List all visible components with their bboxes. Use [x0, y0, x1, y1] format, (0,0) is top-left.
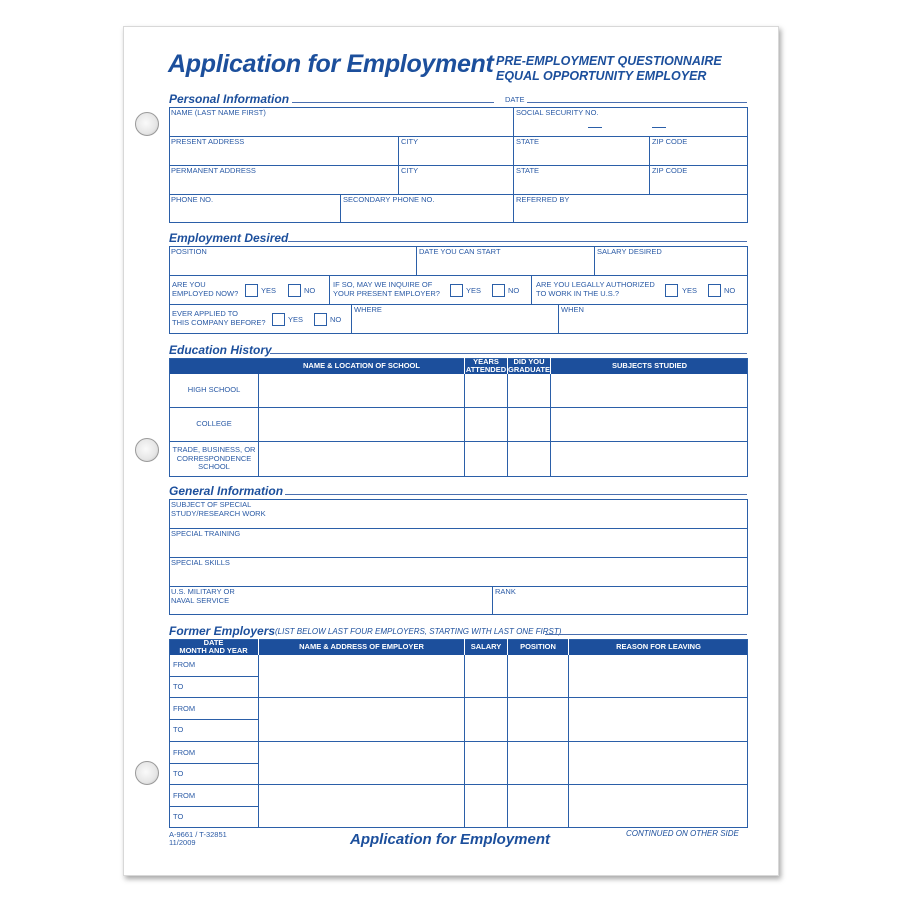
- row-divider: [169, 806, 258, 807]
- date-field[interactable]: [527, 102, 747, 103]
- row-divider: [169, 784, 748, 785]
- col-divider: [329, 275, 330, 304]
- code-line: 11/2009: [169, 838, 196, 847]
- row-divider: [169, 194, 748, 195]
- section-heading-employment: Employment Desired: [169, 231, 289, 245]
- header-line: DATE: [203, 638, 224, 647]
- col-school-header: NAME & LOCATION OF SCHOOL: [303, 361, 420, 370]
- col-divider: [594, 246, 595, 275]
- no-label: NO: [330, 315, 342, 324]
- col-divider: [649, 136, 650, 194]
- header-line: YEARS: [473, 357, 499, 366]
- employed-yes-checkbox[interactable]: [245, 284, 258, 297]
- section-heading-general: General Information: [169, 484, 284, 498]
- inquire-label: [333, 281, 440, 298]
- when-field[interactable]: WHEN: [561, 305, 584, 314]
- label-line: IF SO, MAY WE INQUIRE OF: [333, 280, 433, 289]
- label-line: EMPLOYED NOW?: [172, 288, 239, 298]
- col-divider: [398, 136, 399, 194]
- col-divider: [507, 639, 508, 655]
- col-divider: [351, 304, 352, 334]
- row-divider: [169, 557, 748, 558]
- form-code: [169, 831, 227, 847]
- row-divider: [169, 304, 748, 305]
- label-line: TRADE, BUSINESS, OR: [172, 445, 256, 454]
- form-title: Application for Employment: [168, 50, 494, 78]
- label-line: SCHOOL: [198, 462, 230, 471]
- continued-note: CONTINUED ON OTHER SIDE: [626, 829, 739, 838]
- binder-hole: [135, 112, 159, 136]
- label-line: EVER APPLIED TO: [172, 309, 239, 318]
- binder-hole: [135, 761, 159, 785]
- authorized-no-checkbox[interactable]: [708, 284, 721, 297]
- no-label: NO: [724, 286, 736, 295]
- ssn-dash: [588, 127, 602, 128]
- from-field[interactable]: FROM: [173, 704, 196, 713]
- header-line: MONTH AND YEAR: [179, 646, 248, 655]
- from-field[interactable]: FROM: [173, 748, 196, 757]
- row-divider: [169, 763, 258, 764]
- yes-label: YES: [261, 286, 277, 295]
- col-subjects-header: SUBJECTS STUDIED: [611, 361, 687, 370]
- present-address-field[interactable]: PRESENT ADDRESS: [171, 137, 245, 146]
- row-divider: [169, 719, 258, 720]
- position-field[interactable]: POSITION: [171, 247, 207, 256]
- present-state-field[interactable]: STATE: [516, 137, 540, 146]
- inquire-no-checkbox[interactable]: [492, 284, 505, 297]
- col-divider: [507, 358, 508, 374]
- col-divider: [550, 358, 551, 374]
- special-training-field[interactable]: SPECIAL TRAINING: [171, 529, 241, 538]
- row-divider: [169, 441, 748, 442]
- divider: [285, 494, 747, 495]
- yes-label: YES: [682, 286, 698, 295]
- salary-desired-field[interactable]: SALARY DESIRED: [597, 247, 662, 256]
- to-field[interactable]: TO: [173, 725, 184, 734]
- subtitle-line: PRE-EMPLOYMENT QUESTIONNAIRE: [496, 54, 722, 68]
- from-field[interactable]: FROM: [173, 791, 196, 800]
- row-divider: [169, 697, 748, 698]
- col-salary-header: SALARY: [470, 642, 502, 651]
- to-field[interactable]: TO: [173, 769, 184, 778]
- row-divider: [169, 676, 258, 677]
- row-divider: [169, 586, 748, 587]
- yes-label: YES: [288, 315, 304, 324]
- secondary-phone-field[interactable]: SECONDARY PHONE NO.: [343, 195, 435, 204]
- divider: [292, 102, 494, 103]
- col-position-header: POSITION: [520, 642, 556, 651]
- col-divider: [507, 374, 508, 477]
- col-divider: [464, 374, 465, 477]
- col-divider: [550, 374, 551, 477]
- col-divider: [258, 374, 259, 477]
- col-divider: [558, 304, 559, 334]
- divider: [270, 353, 747, 354]
- col-divider: [513, 107, 514, 223]
- label-line: TO WORK IN THE U.S.?: [536, 288, 620, 298]
- name-field[interactable]: NAME (LAST NAME FIRST): [171, 108, 266, 117]
- row-divider: [169, 741, 748, 742]
- inquire-yes-checkbox[interactable]: [450, 284, 463, 297]
- row-divider: [169, 275, 748, 276]
- no-label: NO: [508, 286, 520, 295]
- binder-hole: [135, 438, 159, 462]
- label-line: STUDY/RESEARCH WORK: [171, 508, 266, 518]
- date-label: DATE: [505, 95, 525, 104]
- special-skills-field[interactable]: SPECIAL SKILLS: [171, 558, 230, 567]
- header-line: ATTENDED: [465, 365, 507, 374]
- label-line: CORRESPONDENCE: [176, 453, 252, 463]
- row-trade-school: [170, 446, 258, 472]
- applied-no-checkbox[interactable]: [314, 313, 327, 326]
- authorized-label: [536, 281, 655, 298]
- employed-now-label: [172, 281, 238, 298]
- row-divider: [169, 407, 748, 408]
- applied-yes-checkbox[interactable]: [272, 313, 285, 326]
- permanent-state-field[interactable]: STATE: [516, 166, 540, 175]
- divider: [545, 634, 747, 635]
- to-field[interactable]: TO: [173, 682, 184, 691]
- col-divider: [340, 194, 341, 223]
- employers-note: (LIST BELOW LAST FOUR EMPLOYERS, STARTING WITH LAST ONE FIRST): [275, 627, 562, 636]
- section-heading-employers: Former Employers: [169, 624, 276, 638]
- label-line: ARE YOU: [172, 280, 206, 289]
- military-service-field[interactable]: [171, 588, 235, 605]
- label-line: ARE YOU LEGALLY AUTHORIZED: [536, 280, 655, 289]
- permanent-address-field[interactable]: PERMANENT ADDRESS: [171, 166, 256, 175]
- permanent-city-field[interactable]: CITY: [401, 166, 419, 175]
- rank-field[interactable]: RANK: [495, 587, 516, 596]
- label-line: SUBJECT OF SPECIAL: [171, 500, 252, 509]
- col-divider: [492, 586, 493, 615]
- yes-label: YES: [466, 286, 482, 295]
- footer-title: Application for Employment: [350, 831, 551, 848]
- header-line: GRADUATE: [508, 365, 550, 374]
- to-field[interactable]: TO: [173, 812, 184, 821]
- col-divider: [258, 639, 259, 655]
- ssn-field[interactable]: SOCIAL SECURITY NO.: [516, 108, 599, 117]
- label-line: YOUR PRESENT EMPLOYER?: [333, 288, 440, 298]
- ssn-dash: [652, 127, 666, 128]
- col-divider: [464, 639, 465, 655]
- subtitle-line: EQUAL OPPORTUNITY EMPLOYER: [496, 69, 707, 83]
- col-divider: [416, 246, 417, 275]
- where-field[interactable]: WHERE: [354, 305, 382, 314]
- present-city-field[interactable]: CITY: [401, 137, 419, 146]
- employers-table: [169, 639, 748, 828]
- employed-no-checkbox[interactable]: [288, 284, 301, 297]
- applied-before-label: [172, 310, 266, 327]
- authorized-yes-checkbox[interactable]: [665, 284, 678, 297]
- form-subtitle: [496, 54, 722, 84]
- permanent-zip-field[interactable]: ZIP CODE: [652, 166, 688, 175]
- start-date-field[interactable]: DATE YOU CAN START: [419, 247, 501, 256]
- col-employer-header: NAME & ADDRESS OF EMPLOYER: [299, 642, 424, 651]
- divider: [288, 241, 747, 242]
- header-line: DID YOU: [513, 357, 545, 366]
- row-high-school: HIGH SCHOOL: [187, 385, 241, 394]
- referred-by-field[interactable]: REFERRED BY: [516, 195, 570, 204]
- row-college: COLLEGE: [196, 419, 232, 428]
- no-label: NO: [304, 286, 316, 295]
- code-line: A-9661 / T-32851: [169, 830, 227, 839]
- col-divider: [568, 639, 569, 655]
- col-divider: [531, 275, 532, 304]
- phone-field[interactable]: PHONE NO.: [171, 195, 214, 204]
- col-reason-header: REASON FOR LEAVING: [616, 642, 701, 651]
- row-divider: [169, 528, 748, 529]
- special-study-field[interactable]: [171, 501, 266, 518]
- label-line: THIS COMPANY BEFORE?: [172, 317, 266, 327]
- section-heading-education: Education History: [169, 343, 272, 357]
- present-zip-field[interactable]: ZIP CODE: [652, 137, 688, 146]
- label-line: U.S. MILITARY OR: [171, 587, 235, 596]
- section-heading-personal: Personal Information: [169, 92, 290, 106]
- label-line: NAVAL SERVICE: [171, 595, 230, 605]
- from-field[interactable]: FROM: [173, 660, 196, 669]
